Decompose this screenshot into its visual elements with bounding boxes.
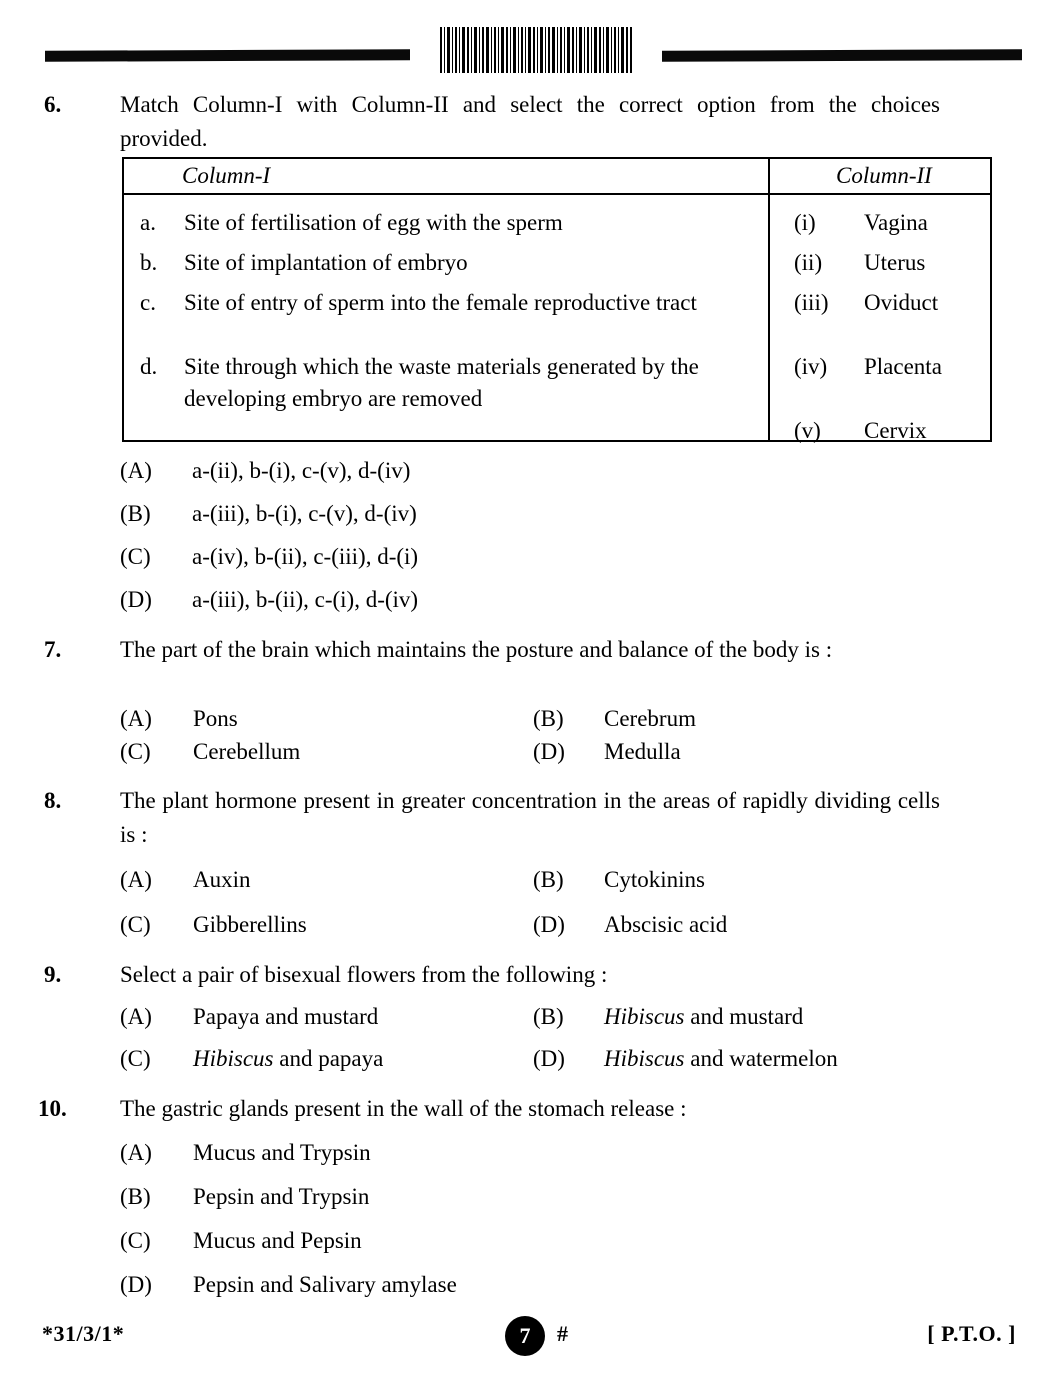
- header-rule-right: [662, 49, 1022, 62]
- option-text-c[interactable]: Cerebellum: [193, 739, 301, 764]
- option-label-c[interactable]: (C): [120, 739, 151, 764]
- option-text-b[interactable]: [604, 1000, 803, 1034]
- row-key: (v): [794, 418, 821, 443]
- option-label-a[interactable]: (A): [120, 1140, 152, 1165]
- option-text-a[interactable]: Pons: [193, 706, 238, 731]
- page-footer: [0, 1316, 1046, 1362]
- question-10-number: 10.: [38, 1096, 67, 1121]
- option-label-c[interactable]: (C): [120, 1228, 151, 1253]
- row-value: Vagina: [864, 210, 928, 235]
- row-value: Cervix: [864, 418, 927, 443]
- pto-marker: [ P.T.O. ]: [927, 1321, 1016, 1346]
- question-7-number: 7.: [44, 637, 62, 662]
- option-label-a[interactable]: (A): [120, 458, 152, 483]
- option-b-italic-term: Hibiscus: [604, 1004, 685, 1029]
- option-text-d[interactable]: Pepsin and Salivary amylase: [193, 1272, 457, 1297]
- option-label-b[interactable]: (B): [533, 1004, 564, 1029]
- row-key: (ii): [794, 250, 823, 275]
- option-label-b[interactable]: (B): [533, 867, 564, 892]
- option-label-b[interactable]: (B): [120, 1184, 151, 1209]
- option-text-b[interactable]: Cytokinins: [604, 867, 705, 892]
- match-table: [122, 157, 992, 442]
- option-label-c[interactable]: (C): [120, 544, 151, 569]
- row-value: Site of fertilisation of egg with the sperm: [184, 210, 563, 235]
- option-c-italic-term: Hibiscus: [193, 1046, 274, 1071]
- hash-marker: #: [557, 1321, 568, 1346]
- row-value: Site of entry of sperm into the female reproductive tract: [184, 290, 697, 315]
- question-10-text: The gastric glands present in the wall of the stomach release :: [120, 1096, 687, 1121]
- option-text-b[interactable]: a-(iii), b-(i), c-(v), d-(iv): [192, 501, 417, 526]
- option-label-a[interactable]: (A): [120, 867, 152, 892]
- question-6-number: 6.: [44, 92, 62, 117]
- option-text-c[interactable]: Mucus and Pepsin: [193, 1228, 362, 1253]
- option-text-a[interactable]: a-(ii), b-(i), c-(v), d-(iv): [192, 458, 411, 483]
- match-table-header-column-1: Column-I: [182, 163, 271, 188]
- question-8-number: 8.: [44, 788, 62, 813]
- row-value: Site of implantation of embryo: [184, 250, 468, 275]
- option-label-c[interactable]: (C): [120, 912, 151, 937]
- row-key: (iv): [794, 354, 828, 379]
- option-text-c[interactable]: [193, 1042, 383, 1076]
- row-key: (i): [794, 210, 816, 235]
- question-8-text: The plant hormone present in greater concentration in the areas of rapidly dividing cells is :: [120, 788, 940, 847]
- row-key: a.: [140, 210, 156, 235]
- question-9-text: Select a pair of bisexual flowers from the following :: [120, 962, 608, 987]
- option-label-d[interactable]: (D): [533, 912, 565, 937]
- row-value: Uterus: [864, 250, 926, 275]
- option-label-d[interactable]: (D): [533, 739, 565, 764]
- option-b-plain-text: and mustard: [684, 1004, 804, 1029]
- match-table-header-row: [124, 159, 990, 195]
- page-header: [0, 0, 1046, 80]
- option-label-c[interactable]: (C): [120, 1046, 151, 1071]
- row-key: b.: [140, 250, 158, 275]
- option-text-c[interactable]: a-(iv), b-(ii), c-(iii), d-(i): [192, 544, 419, 569]
- match-table-header-divider: [768, 159, 770, 193]
- option-text-c[interactable]: Gibberellins: [193, 912, 307, 937]
- option-text-a[interactable]: Mucus and Trypsin: [193, 1140, 371, 1165]
- row-value: Placenta: [864, 354, 942, 379]
- option-label-d[interactable]: (D): [120, 1272, 152, 1297]
- row-key: (iii): [794, 290, 829, 315]
- question-6-text: Match Column-I with Column-II and select the correct option from the choices provided.: [120, 92, 940, 151]
- row-key: c.: [140, 290, 156, 315]
- row-key: d.: [140, 354, 158, 379]
- option-label-b[interactable]: (B): [120, 501, 151, 526]
- header-rule-left: [45, 49, 410, 62]
- match-table-column-1: [124, 195, 768, 440]
- option-label-a[interactable]: (A): [120, 706, 152, 731]
- option-text-d[interactable]: a-(iii), b-(ii), c-(i), d-(iv): [192, 587, 419, 612]
- match-table-header-column-2: Column-II: [836, 163, 932, 188]
- paper-code: *31/3/1*: [42, 1321, 125, 1346]
- option-text-a[interactable]: Auxin: [193, 867, 251, 892]
- option-label-d[interactable]: (D): [533, 1046, 565, 1071]
- option-text-b[interactable]: Pepsin and Trypsin: [193, 1184, 370, 1209]
- option-label-d[interactable]: (D): [120, 587, 152, 612]
- page-number-badge: 7: [505, 1316, 545, 1356]
- option-a-plain-text: Papaya and mustard: [193, 1004, 379, 1029]
- row-value: Site through which the waste materials generated by the developing embryo are removed: [184, 354, 699, 411]
- match-table-body: [124, 195, 990, 443]
- option-text-d[interactable]: Abscisic acid: [604, 912, 728, 937]
- option-text-b[interactable]: Cerebrum: [604, 706, 696, 731]
- option-text-a[interactable]: [193, 1000, 378, 1034]
- row-value: Oviduct: [864, 290, 939, 315]
- option-d-italic-term: Hibiscus: [604, 1046, 685, 1071]
- question-9-number: 9.: [44, 962, 62, 987]
- question-7-text: The part of the brain which maintains the posture and balance of the body is :: [120, 637, 833, 662]
- option-text-d[interactable]: Medulla: [604, 739, 681, 764]
- match-table-column-2: [770, 195, 994, 443]
- option-c-plain-text: and papaya: [273, 1046, 384, 1071]
- option-label-b[interactable]: (B): [533, 706, 564, 731]
- option-d-plain-text: and watermelon: [684, 1046, 838, 1071]
- option-label-a[interactable]: (A): [120, 1004, 152, 1029]
- option-text-d[interactable]: [604, 1042, 838, 1076]
- barcode-image: [440, 27, 632, 73]
